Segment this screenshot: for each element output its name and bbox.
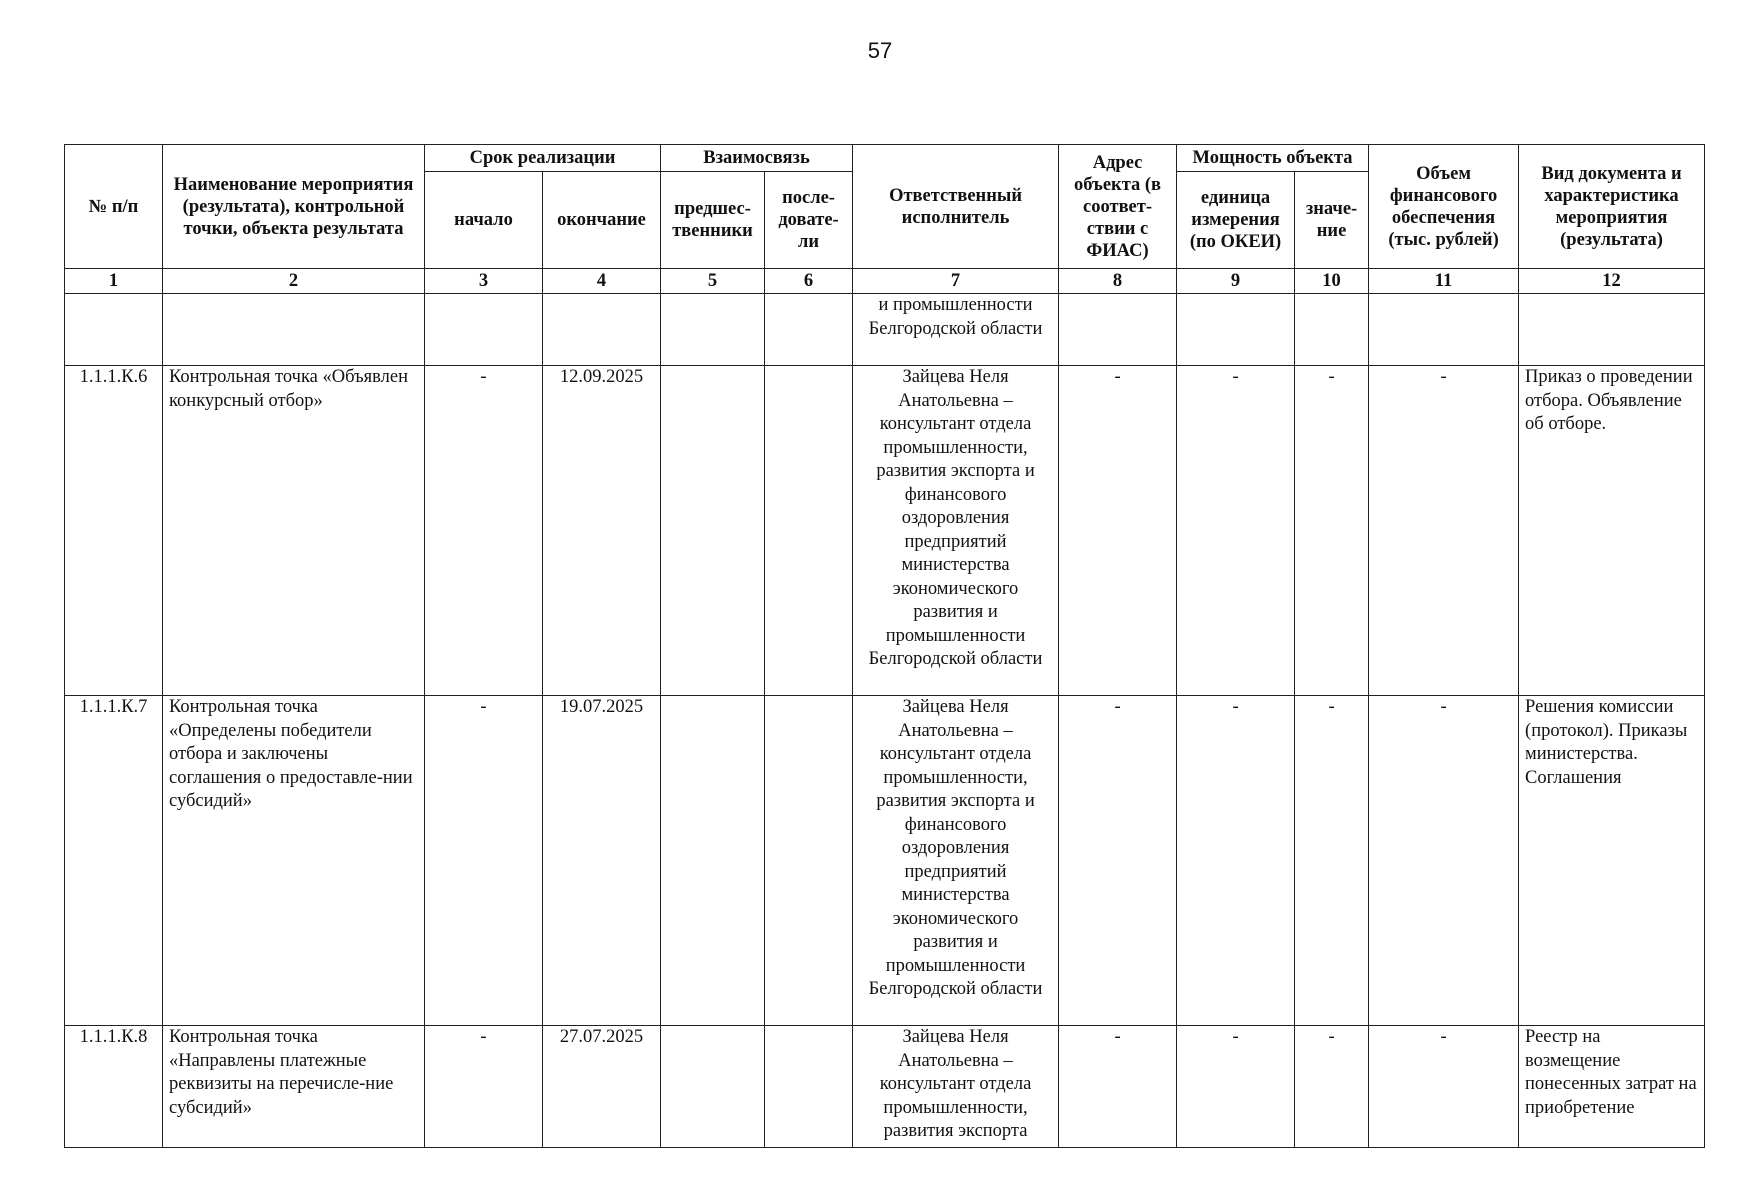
header-name: Наименование мероприятия (результата), контрольной точки, объекта результата <box>163 145 425 269</box>
cell-address <box>1059 294 1177 366</box>
table-row <box>65 696 1705 1026</box>
cell-successors <box>765 294 853 366</box>
cell-address: - <box>1059 696 1177 1026</box>
cell-responsible: Зайцева Неля Анатольевна – консультант отдела промышленности, развития экспорта и финансового оздоровления предприятий министерства экономического развития и промышленности Белгородской области <box>853 696 1059 1026</box>
cell-document: Решения комиссии (протокол). Приказы министерства. Соглашения <box>1519 696 1705 1026</box>
column-number: 7 <box>853 269 1059 294</box>
plan-table <box>64 144 1705 1148</box>
cell-successors <box>765 696 853 1026</box>
cell-end: 12.09.2025 <box>543 366 661 696</box>
cell-start: - <box>425 366 543 696</box>
cell-name: Контрольная точка «Объявлен конкурсный отбор» <box>163 366 425 696</box>
cell-volume <box>1369 294 1519 366</box>
cell-name: Контрольная точка «Направлены платежные реквизиты на перечисле-ние субсидий» <box>163 1026 425 1148</box>
table-row <box>65 366 1705 696</box>
cell-predecessors <box>661 366 765 696</box>
header-end: окончание <box>543 172 661 269</box>
cell-start: - <box>425 1026 543 1148</box>
cell-value <box>1295 294 1369 366</box>
cell-predecessors <box>661 1026 765 1148</box>
cell-successors <box>765 1026 853 1148</box>
cell-volume: - <box>1369 1026 1519 1148</box>
header-successors: после-довате-ли <box>765 172 853 269</box>
column-number: 12 <box>1519 269 1705 294</box>
cell-unit: - <box>1177 1026 1295 1148</box>
cell-unit: - <box>1177 696 1295 1026</box>
cell-no: 1.1.1.К.7 <box>65 696 163 1026</box>
cell-unit <box>1177 294 1295 366</box>
cell-start <box>425 294 543 366</box>
page-number: 57 <box>867 38 893 63</box>
cell-unit: - <box>1177 366 1295 696</box>
cell-address: - <box>1059 1026 1177 1148</box>
cell-no: 1.1.1.К.6 <box>65 366 163 696</box>
cell-volume: - <box>1369 696 1519 1026</box>
cell-document: Реестр на возмещение понесенных затрат на приобретение <box>1519 1026 1705 1148</box>
header-volume: Объем финансового обеспечения (тыс. рублей) <box>1369 145 1519 269</box>
header-unit: единица измерения (по ОКЕИ) <box>1177 172 1295 269</box>
cell-document: Приказ о проведении отбора. Объявление об отборе. <box>1519 366 1705 696</box>
cell-no: 1.1.1.К.8 <box>65 1026 163 1148</box>
cell-no <box>65 294 163 366</box>
cell-value: - <box>1295 1026 1369 1148</box>
column-number: 10 <box>1295 269 1369 294</box>
header-term-group: Срок реализации <box>425 145 661 172</box>
header-link-group: Взаимосвязь <box>661 145 853 172</box>
cell-responsible: Зайцева Неля Анатольевна – консультант отдела промышленности, развития экспорта <box>853 1026 1059 1148</box>
cell-name: Контрольная точка «Определены победители отбора и заключены соглашения о предоставле-нии субсидий» <box>163 696 425 1026</box>
table-row <box>65 294 1705 366</box>
cell-predecessors <box>661 696 765 1026</box>
cell-start: - <box>425 696 543 1026</box>
header-predecessors: предшес-твенники <box>661 172 765 269</box>
header-power-group: Мощность объекта <box>1177 145 1369 172</box>
cell-successors <box>765 366 853 696</box>
column-number: 8 <box>1059 269 1177 294</box>
header-responsible: Ответственный исполнитель <box>853 145 1059 269</box>
column-number: 11 <box>1369 269 1519 294</box>
column-number: 2 <box>163 269 425 294</box>
cell-document <box>1519 294 1705 366</box>
cell-value: - <box>1295 366 1369 696</box>
cell-responsible: Зайцева Неля Анатольевна – консультант отдела промышленности, развития экспорта и финансового оздоровления предприятий министерства экономического развития и промышленности Белгородской области <box>853 366 1059 696</box>
header-address: Адрес объекта (в соответ-ствии с ФИАС) <box>1059 145 1177 269</box>
table-row <box>65 1026 1705 1148</box>
cell-end <box>543 294 661 366</box>
cell-responsible: и промышленности Белгородской области <box>853 294 1059 366</box>
header-no: № п/п <box>65 145 163 269</box>
column-number: 6 <box>765 269 853 294</box>
cell-end: 27.07.2025 <box>543 1026 661 1148</box>
header-document: Вид документа и характеристика мероприятия (результата) <box>1519 145 1705 269</box>
cell-value: - <box>1295 696 1369 1026</box>
column-number: 3 <box>425 269 543 294</box>
column-number: 1 <box>65 269 163 294</box>
header-start: начало <box>425 172 543 269</box>
column-number: 9 <box>1177 269 1295 294</box>
column-number: 5 <box>661 269 765 294</box>
cell-volume: - <box>1369 366 1519 696</box>
cell-name <box>163 294 425 366</box>
header-value: значе-ние <box>1295 172 1369 269</box>
cell-end: 19.07.2025 <box>543 696 661 1026</box>
column-number: 4 <box>543 269 661 294</box>
cell-address: - <box>1059 366 1177 696</box>
cell-predecessors <box>661 294 765 366</box>
